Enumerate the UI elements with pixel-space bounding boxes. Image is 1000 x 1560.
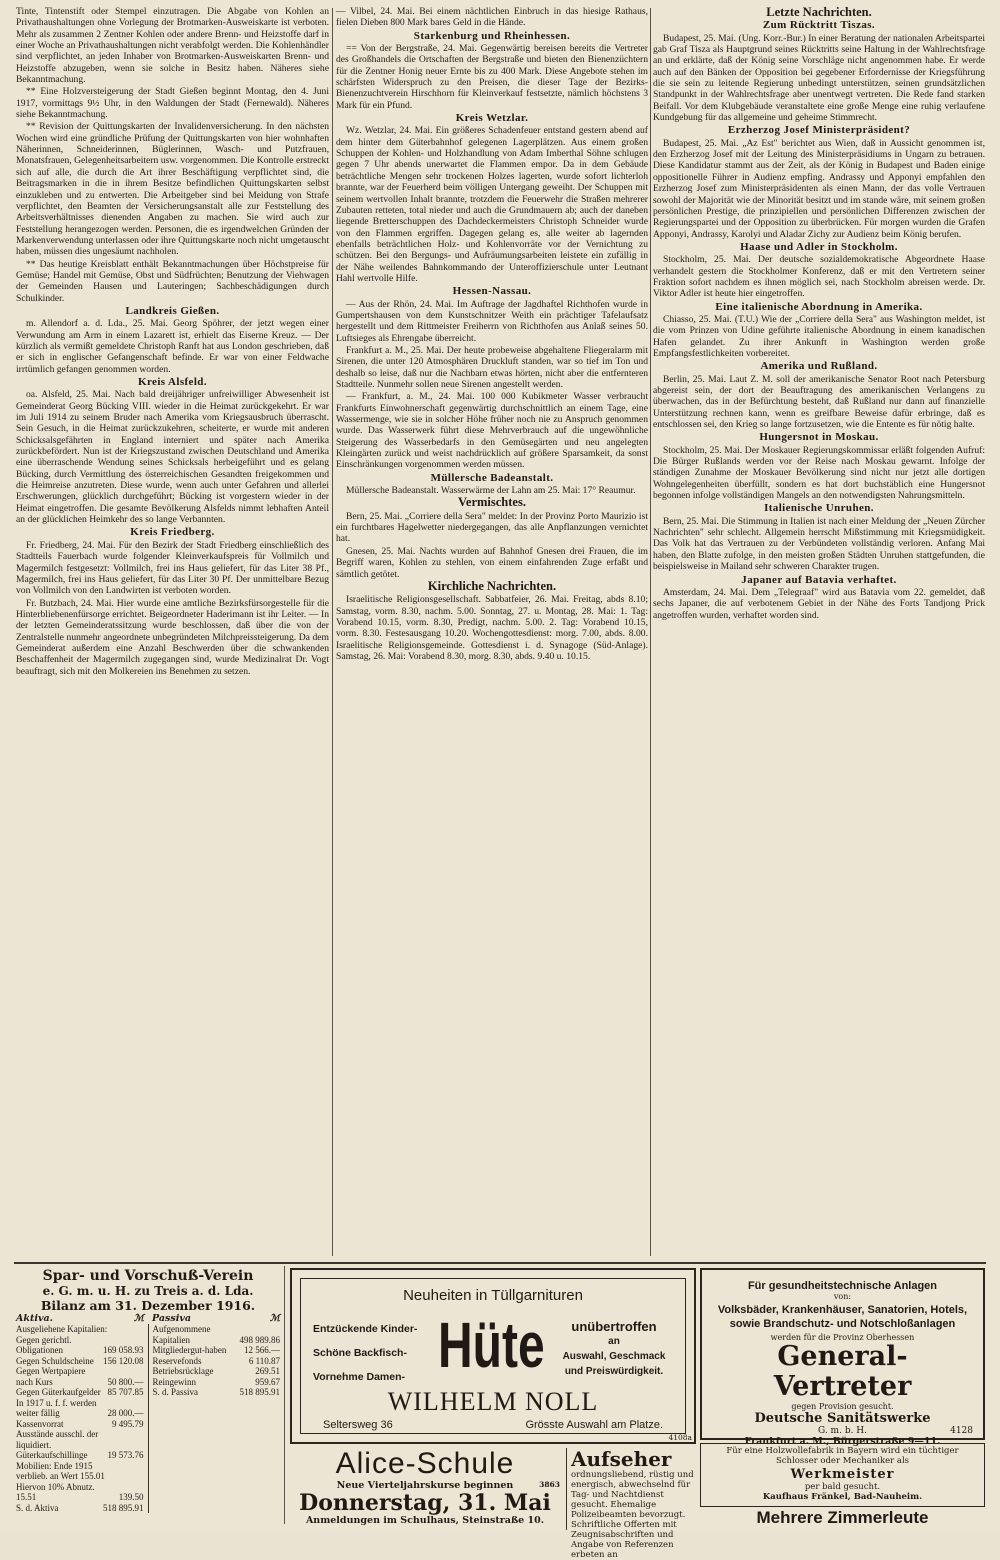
balance-label: Gegen gerichtl. Obligationen (16, 1334, 72, 1355)
balance-row (16, 1461, 144, 1503)
column-divider (650, 8, 651, 1256)
ad-aufseher (566, 1447, 696, 1560)
ad-big-general: General-Vertreter (773, 1341, 912, 1402)
section-heading: Kreis Friedberg. (130, 526, 215, 539)
article-coal: Tinte, Tintenstift oder Stempel einzutragen. Die Abgabe von Kohlen an Privathaushaltungen ohne Vorlegung der Brotmarken-Ausweiskarte ist verboten. Mehr als zusammen 2 Zentner Kohlen oder andere Brenn- und Heizstoffe darf in einer Woche an Privathaushaltungen nicht verabfolgt werden. Die Kohlenhändler sind verpflichtet, an jeden Inhaber von Brotmarken-Ausweiskarten Brenn- und Heizstoffe abzugeben, wenn sie solche in Besitz haben. Näheres siehe Bekanntmachung. (16, 6, 329, 86)
balance-row (153, 1356, 281, 1367)
article-heading: Hungersnot in Moskau. (759, 431, 879, 444)
ad-slogan: Grösste Auswahl am Platze. (525, 1419, 663, 1431)
ad-noll-hats (290, 1268, 696, 1444)
section-heading: Kreis Alsfeld. (138, 376, 207, 388)
balance-value: 6 110.87 (248, 1355, 280, 1366)
balance-label: Aufgenommene Kapitalien (152, 1324, 211, 1345)
ad-big-hats: Hüte (438, 1309, 545, 1381)
article-bath: Müllersche Badeanstalt. Wasserwärme der Lahn am 25. Mai: 17° Reaumur. (346, 485, 636, 497)
article-tisza: Budapest, 25. Mai. (Ung. Korr.-Bur.) In einer Beratung der nationalen Arbeitspartei gab Graf Tisza als Hauptgrund seines Rücktritts seine Haltung in der Wahlrechtsfrage an und erklärte, daß der König seine Vorschläge nicht angenommen habe. Er werde auch auf den Bänken der Opposition bei gegebener Erfordernisse der Kriegsführung die sie sein zu leitende Regierung unbedingt unterstützen, seinen grundsätzlichen Standpunkt in der Wahlrechtsfrage aber unentwegt vertreten. Die Rede fand starken Beifall. Vor dem Klubgebäude veranstaltete eine große Menge eine ruhig verlaufene Kundgebung für das allgemeine und geheime Stimmrecht. (653, 32, 985, 124)
company-form: G. m. b. H. (817, 1426, 868, 1436)
ad-inner-frame (300, 1278, 686, 1434)
column-divider (332, 8, 333, 1256)
balance-value: 28 000.— (107, 1408, 144, 1418)
article-heading: Amerika und Rußland. (760, 360, 878, 373)
ad-divider (284, 1266, 285, 1524)
balance-value: 9 495.79 (112, 1418, 144, 1429)
balance-row (153, 1387, 281, 1398)
label-choice: Auswahl, Geschmack (562, 1351, 666, 1362)
ad-line: gegen Provision gesucht. (791, 1402, 894, 1411)
ad-general-vertreter (700, 1268, 985, 1447)
balance-value: 156 120.08 (103, 1355, 144, 1366)
article-root: Berlin, 25. Mai. Laut Z. M. soll der amerikanische Senator Root nach Petersburg abgereist sein, der dort der Beauftragung des amerikanischen Verlangens zu überwachen, das in der Befürchtung besteht, daß Rußland nur dann auf finanzielle Unterstützung rechnen kann, wenn es greifbare Beweise dafür erbringe, daß es entschlossen sei, den Krieg so lange fortzusetzen, wie die Entente es für nötig halte. (653, 373, 985, 431)
article-heading: Haase und Adler in Stockholm. (740, 240, 898, 253)
article-heading: Japaner auf Batavia verhaftet. (741, 573, 897, 586)
balance-value: 85 707.85 (107, 1387, 144, 1397)
article-wood-auction: ** Eine Holzversteigerung der Stadt Gießen beginnt Montag, den 4. Juni 1917, vormittags 9½ Uhr, in den Waldungen der Stadt (Fernewald). Näheres siehe Bekanntmachung. (16, 86, 329, 121)
ad-text: per bald gesucht. (804, 1482, 881, 1492)
balance-value: 498 989.86 (239, 1334, 280, 1345)
ad-title: Mehrere Zimmerleute (756, 1508, 929, 1527)
ad-company-form (702, 1426, 983, 1436)
ad-line (290, 1480, 560, 1491)
label-ladies: Vornehme Damen- (313, 1371, 405, 1383)
article-heading: Eine italienische Abordnung in Amerika. (715, 300, 923, 313)
balance-value: 959.67 (255, 1376, 280, 1387)
balance-value: 269.51 (255, 1366, 280, 1376)
ad-alice-schule (290, 1448, 560, 1530)
article-gnesen: Gnesen, 25. Mai. Nachts wurden auf Bahnhof Gnesen drei Frauen, die im Begriff waren, Kohlen zu stehlen, von einem einfahrenden Zuge erfaßt und sämtlich getötet. (336, 545, 648, 580)
section-heading: Starkenburg und Rheinhessen. (413, 29, 571, 42)
balance-label: Gegen Güterkaufgelder (16, 1387, 101, 1397)
balance-label: In 1917 u. f. f. werden weiter fällig (16, 1397, 97, 1418)
balance-value: 12 566.— (244, 1345, 280, 1355)
label-teens: Schöne Backfisch- (313, 1347, 407, 1359)
article-italy-unrest: Bern, 25. Mai. Die Stimmung in Italien ist nach einer Meldung der „Neuen Zürcher Nachrichten" sehr schlecht. Allgemein herrscht Mißstimmung mit Kriegsmüdigkeit. Das Volk hat das Vertrauen zu der Verbündeten vollständig verloren. Anfang Mai haben, den Blatte zufolge, in den meisten großen Städten Unruhen stattgefunden, die beispielsweise in Mailand sehr schweren Charakter trugen. (653, 515, 985, 573)
balance-row (16, 1419, 144, 1430)
balance-label: S. d. Passiva (152, 1387, 199, 1397)
article-moscow: Stockholm, 25. Mai. Der Moskauer Regierungskommissar erläßt folgenden Aufruf: Die Bürger Rußlands werden vor der Reise nach Moskau gewarnt. Infolge der ständigen Zunahme der Moskauer Bevölkerung sind nicht nur jetzt alle dortigen Wohngelegenheiten überfüllt, sondern es hat dort buchstäblich eine Hungersnot begonnen infolge vollständigen Mangels an den notwendigsten Nahrungsmitteln. (653, 444, 985, 502)
section-heading: Vermischtes. (458, 495, 526, 510)
label-an: an (608, 1336, 620, 1347)
article-frankfurt-water: — Frankfurt, a. M., 24. Mai. 100 000 Kubikmeter Wasser verbraucht Frankfurts Einwohnerschaft gegenwärtig durchschnittlich an einem Tage, eine Wassermenge, wie sie in solcher Höhe früher noch nie zu Anspruch genommen wurde. Das Wasserwerk führt diese Mehrverbrauch auf die ungewöhnliche Steigerung des Wasserbedarfs in den Gemüsegärten und neu angelegten Kleingärten zurück und weist nachdrücklich auf größere Sparsamkeit, da sonst Einschränkungen vorgenommen werden müssen. (336, 391, 648, 471)
ad-title: Spar- und Vorschuß-Verein (42, 1268, 254, 1284)
balance-label: Mobilien: Ende 1915 verblieb. an Wert 155.01 Hiervon 10% Abnutz. 15.51 (16, 1460, 105, 1502)
section-heading: Kreis Wetzlar. (455, 112, 529, 125)
balance-row (16, 1356, 144, 1367)
balance-row (16, 1387, 144, 1398)
article-haase: Stockholm, 25. Mai. Der deutsche sozialdemokratische Abgeordnete Haase verhandelt gestern die Stockholmer Konferenz, daß er mit den Vertretern seiner Fraktion sofort nachdem es ihnen möglich sei, nach Stockholm abreisen werde. Dr. Viktor Adler ist heute hier eingetroffen. (653, 254, 985, 300)
article-heading: Erzherzog Josef Ministerpräsident? (727, 124, 911, 137)
balance-value: 169 058.93 (103, 1345, 144, 1355)
article-wetzlar: Wz. Wetzlar, 24. Mai. Ein größeres Schadenfeuer entstand gestern abend auf dem hinter dem Güterbahnhof gelegenen Lagerplätzen. Aus einem großen Schuppen der Kohlen- und Holzhandlung von Adam Imberthal Söhne schlugen gegen 7 Uhr abends unerwartet die Flammen empor. Da in dem Gebäude beträchtliche Mengen sehr trockenen Holzes lagerten, wurde sofort lichterloh brannte, war der Feuerherd beim völligen Untergang geweiht. Der Schuppen mit seinem wertvollen Inhalt brannte, trotzdem die Feuerwehr die Straßen mehrerer Zubauten retteten, total nieder und auch die Grundmauern ab; auch der daneben liegende Bretterschuppen des Dachdeckermeisters Christoph Schneider wurde von den Flammen ergriffen. Dagegen gelang es, alle weiter ab lagernden ebenfalls beträchtlichen Holz- und Kohlenvorräte vor der Vernichtung zu schützen. Bei den Bergungs- und Aufräumungsarbeiten leistete ein zufällig in der Nähe weilendes Bahnkommando der Unteroffizierschule unter Leutnant Hahl wertvolle Hilfe. (336, 125, 648, 284)
balance-row (16, 1398, 144, 1419)
balance-value: 518 895.91 (103, 1502, 144, 1513)
balance-row (153, 1345, 281, 1356)
balance-row (16, 1503, 144, 1514)
currency-symbol: ℳ (133, 1313, 144, 1324)
ad-company: Kaufhaus Fränkel, Bad-Nauheim. (762, 1492, 923, 1502)
passiva-header: Passiva (152, 1313, 192, 1324)
section-heading: Landkreis Gießen. (125, 304, 220, 317)
balance-label: Ausgeliehene Kapitalien: (16, 1324, 108, 1334)
ad-spar-verein (16, 1268, 280, 1526)
article-allendorf: m. Allendorf a. d. Lda., 25. Mai. Georg Spöhrer, der jetzt wegen einer Verwundung am Arm in einem Lazarett ist, erhielt das Eiserne Kreuz. — Der kürzlich als vermißt gemeldete Christoph Ranft hat aus London geschrieben, daß er sich in englischer Gefangenschaft befinde. Er war von einer Feldwache irrtümlich gefangen genommen worden. (16, 318, 329, 375)
balance-row (153, 1377, 281, 1388)
balance-value: 518 895.91 (239, 1387, 280, 1397)
label-kids: Entzückende Kinder- (313, 1323, 418, 1335)
ad-big-werkmeister: Werkmeister (790, 1467, 895, 1482)
section-heading: Letzte Nachrichten. (766, 5, 872, 19)
balance-label: Reingewinn (152, 1376, 196, 1387)
article-frankfurt-alarm: Frankfurt a. M., 25. Mai. Der heute probeweise abgehaltene Fliegeralarm mit Sirenen, die unter 120 Atmosphären Druckluft standen, war so tief im Ton und deshalb so leise, daß nur die Nachbarn etwas hörten, nicht aber die entfernteren Stadtteile. Nunmehr sollen neue Sirenen angestellt werden. (336, 344, 648, 390)
ad-number: 3863 (539, 1480, 560, 1489)
section-divider (14, 1262, 986, 1264)
balance-label: Kassenvorrat (16, 1418, 64, 1429)
article-bergstrasse: == Von der Bergstraße, 24. Mai. Gegenwärtig bereisen bereits die Vertreter des Großhandels die Ortschaften der Bergstraße und bieten den Bienenzüchtern für die Zentner Honig neuer Ernte bis zu 400 Mark. Diese Angebote stehen im schärfsten Widerspruch zu den Preisen, die dieser Tage der Bezirks-Bienenzuchtverein Hirschhorn für Kleinverkauf festsetzte, nämlich höchstens 3 Mark für ein Pfund. (336, 43, 648, 111)
balance-label: S. d. Aktiva (16, 1502, 59, 1513)
article-butzbach: Fr. Butzbach, 24. Mai. Hier wurde eine amtliche Bezirksfürsorgestelle für die Hinterbliebenenfürsorge errichtet. Beigeordneter Haderimann ist ihr Leiter. — In der letzten Gemeinderatssitzung wurde beschlossen, daß über die von der Zentralstelle nunmehr angeordnete unbegründeten Milchpreissteigerung. Da dem Gemeinderat außerdem eine Anzahl Beschwerden über die schwankenden Beschaffenheit der Magermilch zugegangen sind, wurde Medizinalrat Dr. Vogt beauftragt, sich mit den Molkereien ins Benehmen zu setzen. (16, 597, 329, 677)
ad-header: Neuheiten in Tüllgarnituren (403, 1287, 583, 1304)
ad-left-labels (313, 1317, 423, 1389)
ad-company: Deutsche Sanitätswerke (754, 1411, 931, 1426)
ad-services: Volksbäder, Krankenhäuser, Sanatorien, Hotels, sowie Brandschutz- und Notschloßanlagen (717, 1304, 968, 1330)
column-2 (336, 6, 648, 1262)
ad-line: werden für die Provinz Oberhessen (770, 1333, 915, 1342)
balance-row (16, 1335, 144, 1356)
article-friedberg: Fr. Friedberg, 24. Mai. Für den Bezirk der Stadt Friedberg einschließlich des Stadtteils Fauerbach wurde folgender Kleinverkaufspreis für Vollmilch und Magermilch festgesetzt: Vollmilch, frei ins Haus geliefert, für das Liter 38 Pf., Magermilch, frei ins Haus geliefert, für das Liter 30 Pf. Der unmittelbare Bezug von Vollmilch von den Landwirten ist verboten worden. (16, 539, 329, 597)
ad-zimmerleute (700, 1508, 985, 1531)
passiva-list (149, 1324, 281, 1513)
ad-number: 4108a (668, 1433, 692, 1442)
currency-symbol: ℳ (269, 1313, 280, 1324)
ad-title: Aufseher (571, 1447, 672, 1471)
article-vilbel: — Vilbel, 24. Mai. Bei einem nächtlichen Einbruch in das hiesige Rathaus, fielen Dieben 800 Mark bares Geld in die Hände. (336, 6, 648, 29)
balance-label: Ausstände ausschl. der liquidiert. Güterkaufschillinge (16, 1429, 99, 1460)
ad-subtitle: e. G. m. u. H. zu Treis a. d. Lda. (42, 1284, 254, 1298)
balance-row (153, 1324, 281, 1345)
balance-row (153, 1366, 281, 1377)
article-bern: Bern, 25. Mai. „Corriere della Sera" meldet: In der Provinz Porto Maurizio ist ein furchtbares Hagelwetter niedergegangen, das alle Anpflanzungen vernichtet hat. (336, 510, 648, 545)
section-heading: Kirchliche Nachrichten. (427, 578, 557, 593)
ad-text: ordnungsliebend, rüstig und energisch, abwechselnd für Tag- und Nachtdienst gesucht. Ehemalige Polizeibeamten bevorzugt. Schriftliche Offerten mit Zeugnisabschriften und Angabe von Referenzen erbeten an (571, 1470, 694, 1560)
label-unrivalled: unübertroffen (571, 1319, 657, 1334)
aktiva-header: Aktiva. (16, 1313, 53, 1324)
ad-address: Frankfurt a. M., Bürgerstraße 9—11. (744, 1436, 941, 1447)
ad-number: 4128 (950, 1426, 973, 1436)
article-rhoen: — Aus der Rhön, 24. Mai. Im Auftrage der Jagdhaftel Richthofen wurde in Gumpertshausen von dem Kunstschnitzer Weith ein prächtiger Tafelaufsatz hergestellt und dem Rittmeister Freiherrn von Richthofen aus Anlaß seines 50. Luftsieges als Ehrengabe überreicht. (336, 298, 648, 344)
section-heading: Müllersche Badeanstalt. (430, 471, 554, 484)
section-heading: Hessen-Nassau. (452, 285, 532, 298)
balance-label: Gegen Schuldscheine (16, 1355, 94, 1366)
column-1 (16, 6, 329, 1262)
article-heading: Italienische Unruhen. (764, 502, 874, 515)
article-heading: Zum Rücktritt Tiszas. (762, 19, 876, 32)
ad-line: Für gesundheitstechnische Anlagen (747, 1280, 938, 1292)
ad-werkmeister (700, 1443, 985, 1507)
balance-label: Mitgliedergut-haben (152, 1345, 227, 1355)
ad-company-name: WILHELM NOLL (387, 1387, 599, 1416)
ad-line: von: (833, 1292, 852, 1301)
article-church: Israelitische Religionsgesellschaft. Sabbatfeier, 26. Mai. Freitag, abds 8.10; Samstag, vorm. 8.30, nachm. 5.00. Sonntag, 27. u. Montag, 28. Mai: 1. Tag: Vorabend 10.15, vorm. 8.30, Predigt, nachm. 5.00. 2. Tag: Vorabend 10.15, vorm. 8.30. Festesausgang 10.20. Wochengottesdienst: morg. 7.00, abds. 8.00. Israelitische Religionsgemeinde. Gottesdienst i. d. Synagoge (Süd-Anlage). Samstag, 26. Mai: Vorabend 8.30, morg. 8.30, abds. 9.40 u. 10.15. (336, 594, 648, 662)
course-start: Neue Vierteljahrskurse beginnen (336, 1480, 514, 1491)
balance-value: 19 573.76 (107, 1450, 144, 1460)
balance-row (16, 1324, 144, 1335)
article-insurance: ** Revision der Quittungskarten der Invalidenversicherung. In den nächsten Wochen wird eine gründliche Prüfung der Quittungskarten von hier wohnhaften Näherinnen, Schneiderinnen, Büglerinnen, Wasch- und Putzfrauen, Monatsfrauen, Gelegenheitsarbeitern usw. vorgenommen. Die Kontrolle erstreckt sich auf alle, die durch die Art ihrer Beschäftigung verpflichtet sind, die Beitragsmarken in die in ihrem Besitze befindlichen Quittungskarten selbst einzukleben und zu entwerten. Die Arbeitgeber sind bei Meidung von Strafe verpflichtet, den Beamten der Versicherungsanstalt alle zur Feststellung des Arbeitsverhältnisses dienenden Angaben zu machen. Sie wird auch zur Feststellung herangezogen werden. Personen, die es irgendwelchen Gründen der Markenverwendung unterlassen oder ihre Quittungskarte noch nicht umgetauscht haben, müssen dies ungesäumt nachholen. (16, 121, 329, 258)
balance-label: Gegen Wertpapiere nach Kurs (16, 1366, 86, 1387)
article-josef: Budapest, 25. Mai. „Az Est" berichtet aus Wien, daß in Aussicht genommen ist, den Erzherzog Josef mit der Leitung des Ministerpräsidiums in Ungarn zu betrauen. Diese Kandidatur stammt aus der Zeit, als der König in Budapest und Baden einige oppositionelle Führer in Audienz empfing. Andrassy und Apponyi empfahlen den Erzherzog Josef zum Ministerpräsidenten als einen Mann, der das volle Vertrauen sowohl der Majorität wie der Minorität besitzt und im stande wäre, mit seinem großen persönlichen Prestige, die prinzipiellen und persönlichen Differenzen zwischen der Regierungspartei und der Opposition zu überbrücken. Für morgen wurden die Grafen Apponyi, Andrassy, Karolyi und Aladar Zichy zur Audienz beim König berufen. (653, 137, 985, 240)
balance-row (16, 1429, 144, 1461)
ad-date: Donnerstag, 31. Mai (299, 1490, 551, 1516)
article-japan: Amsterdam, 24. Mai. Dem „Telegraaf" wird aus Batavia vom 22. gemeldet, daß sechs Japaner, die auf verbotenem Gebiet in der Nähe des Forts Tandjong Prick angetroffen wurden, verhaftet worden sind. (653, 586, 985, 621)
aktiva-list (16, 1324, 149, 1513)
balance-value: 139.50 (118, 1492, 144, 1502)
balance-row (16, 1366, 144, 1387)
balance-label: Reservefonds (152, 1355, 202, 1366)
balance-label: Betriebsrücklage (152, 1366, 214, 1376)
ad-text: Für eine Holzwollefabrik in Bayern wird ein tüchtiger Schlosser oder Mechaniker als (726, 1446, 959, 1466)
article-kreisblatt: ** Das heutige Kreisblatt enthält Bekanntmachungen über Höchstpreise für Gemüse; Handel mit Gemüse, Obst und Südfrüchten; Benutzung der Viehwagen der Gemeinden Hausen und Lauteringen; Sachbeschädigungen durch Schulkinder. (16, 258, 329, 304)
column-3 (653, 6, 985, 1262)
ad-right-labels (549, 1319, 679, 1379)
ad-school-title: Alice-Schule (335, 1447, 515, 1480)
article-alsfeld: oa. Alsfeld, 25. Mai. Nach bald dreijähriger unfreiwilliger Abwesenheit ist Gemeinderat Georg Bücking VIII. wieder in die Heimat zurückgekehrt. Er war im Juli 1914 zu seinem Bruder nach Amerika vom Kriegsausbruch überrascht. Sein Gesuch, in die Heimat zurückzukehren, scheiterte, er wurde mit anderen Schicksalsgefährten in England interniert und später nach Amerika zurückbefördert. Nun ist der Kriegszustand zwischen Deutschland und Amerika eine überraschende Wendung seines Schicksals herbeigeführt und es gelang Bücking, durch Vermittlung des österreichischen Gesandten freigekommen und die Heimreise anzutreten. Diese wurde, wenn auch unter Gefahren und allerlei Erschwerungen, glücklich durchgeführt; Bücking ist vorgestern wieder in der Heimat eingetroffen. Die gesamte Bevölkerung Alsfelds nimmt lebhaften Anteil an der glücklichen Heimkehr des so lange Verbannten. (16, 389, 329, 526)
ad-address: Seltersweg 36 (323, 1419, 393, 1431)
balance-value: 50 800.— (107, 1376, 144, 1387)
article-italy-america: Chiasso, 25. Mai. (T.U.) Wie der „Corriere della Sera" aus Washington meldet, ist die vom Prinzen von Udine geführte italienische Abordnung in einem kanadischen Hafen gelandet. Zu ihrer Ankunft in Washington werden große Empfangsfestlichkeiten vorbereitet. (653, 313, 985, 359)
ad-registration: Anmeldungen im Schulhaus, Steinstraße 10. (305, 1515, 545, 1526)
label-price: und Preiswürdigkeit. (564, 1366, 664, 1377)
balance-title: Bilanz am 31. Dezember 1916. (40, 1298, 256, 1313)
